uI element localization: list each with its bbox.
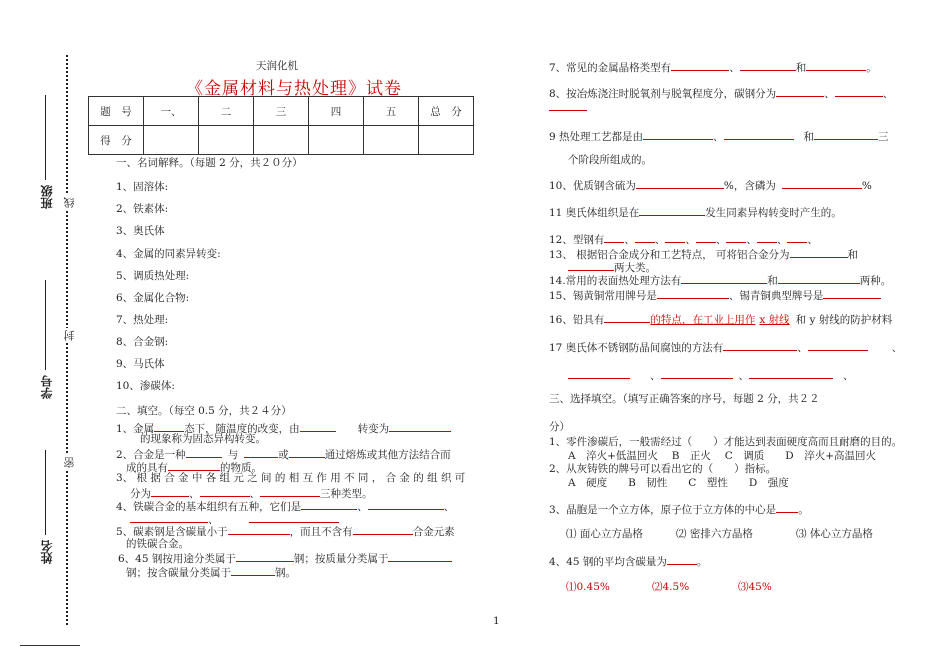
q2-text: 通过熔炼或其他方法结合而 bbox=[324, 449, 451, 461]
q2-text: 或 bbox=[278, 449, 289, 461]
blank[interactable] bbox=[635, 232, 655, 243]
q17-text: 、 bbox=[738, 370, 749, 382]
q14-text: 和 bbox=[767, 275, 778, 287]
q16-text: x 射线 bbox=[759, 314, 790, 326]
blank[interactable] bbox=[639, 205, 705, 216]
q11-text: 11 奥氏体组织是在 bbox=[549, 207, 640, 219]
q8-text: 、 bbox=[882, 88, 894, 100]
choice-q3-option[interactable]: ⑶ 体心立方晶格 bbox=[796, 528, 873, 540]
section1-item: 6、金属化合物: bbox=[116, 292, 190, 304]
q3-text: 、 bbox=[249, 488, 260, 500]
q7-text: 和 bbox=[795, 62, 807, 74]
fill-q17-cont bbox=[568, 368, 854, 383]
blank[interactable] bbox=[723, 340, 797, 351]
blank[interactable] bbox=[389, 421, 451, 432]
blank[interactable] bbox=[636, 178, 724, 189]
q15-text: 15、锡黄铜常用牌号是 bbox=[549, 290, 657, 302]
choice-q4-option[interactable]: ⑴0.45% bbox=[566, 581, 610, 593]
q3-text: 。 bbox=[798, 504, 809, 516]
blank[interactable] bbox=[186, 447, 222, 458]
q1-text: 1、金属 bbox=[116, 423, 155, 435]
score-table-header-row bbox=[89, 97, 474, 126]
blank[interactable] bbox=[568, 260, 614, 271]
fill-q3: 3、 根 据 合 金 中 各 组 元 之 间 的 相 互 作 用 不 同 ， 合 金 的 组 织 可 bbox=[116, 472, 466, 484]
blank[interactable] bbox=[388, 551, 452, 562]
section2-heading: 二、填空。（每空 0.5 分，共２４分） bbox=[116, 405, 292, 417]
score-cell[interactable] bbox=[364, 126, 419, 155]
blank[interactable] bbox=[726, 232, 746, 243]
q9-text: 三 bbox=[878, 131, 889, 143]
blank[interactable] bbox=[790, 247, 848, 258]
q7-text: 。 bbox=[866, 62, 877, 74]
q12-text: 、 bbox=[776, 234, 788, 246]
q12-text: 12、型钢有 bbox=[549, 234, 605, 246]
page-number: 1 bbox=[493, 615, 500, 627]
section1-item: 10、渗碳体: bbox=[116, 380, 175, 392]
section1-item: 3、奥氏体 bbox=[116, 225, 165, 237]
score-table-score-row bbox=[89, 126, 474, 155]
choice-q4 bbox=[549, 554, 707, 569]
binding-mark-secret: 密 bbox=[63, 457, 76, 468]
q9-text: 和 bbox=[803, 131, 815, 143]
fill-q6 bbox=[118, 551, 452, 566]
section1-item: 8、合金钢: bbox=[116, 336, 169, 348]
score-header-cell: 总 分 bbox=[419, 97, 474, 126]
blank[interactable] bbox=[667, 554, 697, 565]
blank[interactable] bbox=[665, 232, 685, 243]
q1-text: 转变为 bbox=[357, 423, 390, 435]
choice-q4-option[interactable]: ⑶45% bbox=[738, 581, 772, 593]
q8-text: 、 bbox=[824, 88, 835, 100]
binding-mark-line: 线 bbox=[63, 197, 76, 208]
class-field-line bbox=[45, 95, 46, 180]
q6-text: 钢；按质量分类属于 bbox=[293, 553, 389, 565]
fill-q16 bbox=[549, 312, 892, 327]
section3-heading: 三、选择填空。（填写正确答案的序号，每题 2 分，共２２ bbox=[549, 393, 820, 405]
q7-text: 、 bbox=[729, 62, 740, 74]
blank[interactable] bbox=[696, 232, 716, 243]
q12-text: 、 bbox=[654, 234, 666, 246]
footer-rule bbox=[20, 645, 80, 646]
choice-q1: 1、零件渗碳后，一般需经过（ ）才能达到表面硬度高而且耐磨的目的。 bbox=[549, 436, 903, 448]
section3-heading-cont: 分） bbox=[549, 421, 570, 433]
blank[interactable] bbox=[835, 86, 883, 97]
blank[interactable] bbox=[244, 447, 278, 458]
score-cell[interactable] bbox=[254, 126, 309, 155]
blank[interactable] bbox=[776, 502, 798, 513]
fill-q5 bbox=[116, 524, 455, 539]
blank[interactable] bbox=[643, 129, 713, 140]
blank[interactable] bbox=[823, 288, 881, 299]
blank[interactable] bbox=[168, 460, 220, 471]
score-header-cell: 题 号 bbox=[89, 97, 144, 126]
blank[interactable] bbox=[657, 288, 729, 299]
fill-q17 bbox=[549, 340, 902, 355]
q17-text: 17 奥氏体不锈钢防晶间腐蚀的方法有 bbox=[549, 342, 724, 354]
q1-text: 态下，随温度的改变，由 bbox=[184, 423, 300, 435]
section1-item: 5、调质热处理: bbox=[116, 270, 190, 282]
score-header-cell: 五 bbox=[364, 97, 419, 126]
q10-text: % bbox=[861, 180, 872, 192]
section1-item: 4、金属的同素异转变: bbox=[116, 248, 221, 260]
school-name: 天润化机 bbox=[256, 60, 298, 72]
choice-q2-options: A 硬度 B 韧性 C 塑性 D 强度 bbox=[568, 477, 789, 489]
q2-text: 2、合金是一种 bbox=[116, 449, 186, 461]
blank[interactable] bbox=[814, 129, 878, 140]
score-cell[interactable] bbox=[144, 126, 199, 155]
q11-text: 发生同素异构转变时产生的。 bbox=[705, 207, 842, 219]
q15-text: 、锡青铜典型牌号是 bbox=[728, 290, 824, 302]
q12-text: 、 bbox=[746, 234, 757, 246]
student-id-label: 学号 bbox=[40, 375, 54, 399]
blank[interactable] bbox=[604, 232, 624, 243]
q12-text: 、 bbox=[807, 234, 818, 246]
blank[interactable] bbox=[151, 486, 189, 497]
score-cell[interactable] bbox=[419, 126, 474, 155]
score-cell[interactable] bbox=[309, 126, 364, 155]
q12-text: 、 bbox=[685, 234, 696, 246]
fill-q6-cont bbox=[126, 565, 296, 580]
blank[interactable] bbox=[200, 486, 250, 497]
fill-q14 bbox=[549, 273, 891, 288]
q14-text: 两种。 bbox=[859, 275, 892, 287]
q17-text: 、 bbox=[650, 370, 661, 382]
q12-text: 、 bbox=[715, 234, 727, 246]
blank[interactable] bbox=[249, 512, 339, 523]
student-id-field-line bbox=[45, 280, 46, 370]
blank[interactable] bbox=[740, 60, 796, 71]
blank[interactable] bbox=[549, 110, 587, 111]
q9-text: 、 bbox=[713, 131, 724, 143]
blank[interactable] bbox=[681, 273, 767, 284]
q14-text: 14.常用的表面热处理方法有 bbox=[549, 275, 682, 287]
blank[interactable] bbox=[231, 565, 275, 576]
q4-text: 4、铁碳合金的基本组织有五种，它们是 bbox=[116, 501, 302, 513]
choice-q3-option[interactable]: ⑵ 密排六方晶格 bbox=[676, 528, 753, 540]
class-label: 班级 bbox=[40, 185, 54, 209]
q13-text: 两大类。 bbox=[614, 262, 656, 274]
q6-text: 6、45 钢按用途分类属于 bbox=[118, 553, 236, 565]
q2-text: 的物质。 bbox=[220, 462, 262, 474]
q2-text: 成的具有 bbox=[126, 462, 168, 474]
q10-text: %，含磷为 bbox=[723, 180, 776, 192]
blank[interactable] bbox=[806, 60, 866, 71]
fill-q11 bbox=[549, 205, 842, 220]
q4-text: 4、45 钢的平均含碳量为 bbox=[549, 556, 667, 568]
q3-text: 三种类型。 bbox=[320, 488, 373, 500]
blank[interactable] bbox=[604, 312, 650, 323]
exam-title: 《金属材料与热处理》试卷 bbox=[186, 79, 402, 99]
q4-text: 、 bbox=[357, 501, 368, 513]
q7-text: 7、常见的金属晶格类型有 bbox=[549, 62, 672, 74]
section1-item: 7、热处理: bbox=[116, 314, 169, 326]
blank[interactable] bbox=[301, 499, 357, 510]
fill-q15 bbox=[549, 288, 881, 303]
choice-q3 bbox=[549, 502, 809, 517]
fill-q8 bbox=[549, 86, 893, 101]
blank[interactable] bbox=[228, 524, 290, 535]
q3-text: 分为 bbox=[130, 488, 151, 500]
q4-text: 、 bbox=[208, 514, 219, 526]
q6-text: 钢。 bbox=[275, 567, 296, 579]
blank[interactable] bbox=[782, 178, 862, 189]
q3-text: 3、晶胞是一个立方体，原子位于立方体的中心是 bbox=[549, 504, 777, 516]
blank[interactable] bbox=[568, 368, 630, 379]
blank[interactable] bbox=[724, 129, 794, 140]
choice-q3-option[interactable]: ⑴ 面心立方晶格 bbox=[566, 528, 643, 540]
q5-text: 5、碳素钢是含碳量小于 bbox=[116, 526, 228, 538]
score-cell[interactable] bbox=[199, 126, 254, 155]
score-header-cell: 一、 bbox=[144, 97, 199, 126]
score-header-cell: 三 bbox=[254, 97, 309, 126]
score-header-cell: 二 bbox=[199, 97, 254, 126]
blank[interactable] bbox=[749, 368, 833, 379]
score-row-label: 得 分 bbox=[89, 126, 144, 155]
blank[interactable] bbox=[661, 368, 733, 379]
score-table bbox=[88, 96, 474, 155]
q13-text: 和 bbox=[847, 249, 859, 261]
q12-text: 、 bbox=[624, 234, 635, 246]
fill-q12 bbox=[549, 232, 818, 247]
q6-text: 钢；按含碳量分类属于 bbox=[126, 567, 231, 579]
q10-text: 10、优质钢含硫为 bbox=[549, 180, 636, 192]
blank[interactable] bbox=[300, 421, 336, 432]
blank[interactable] bbox=[808, 340, 868, 351]
fill-q1-cont: 的现象称为固态异构转变。 bbox=[140, 433, 266, 445]
score-header-cell: 四 bbox=[309, 97, 364, 126]
blank[interactable] bbox=[289, 447, 325, 458]
blank[interactable] bbox=[776, 86, 824, 97]
q3-text: 、 bbox=[189, 488, 200, 500]
fill-q9-cont: 个阶段所组成的。 bbox=[568, 154, 652, 166]
section1-item: 2、铁素体: bbox=[116, 203, 169, 215]
section1-item: 1、固溶体: bbox=[116, 181, 169, 193]
blank[interactable] bbox=[778, 273, 860, 284]
q4-text: 。 bbox=[696, 556, 708, 568]
blank[interactable] bbox=[260, 486, 320, 497]
q17-text: 、 bbox=[843, 370, 854, 382]
name-label: 姓名 bbox=[40, 540, 54, 564]
fill-q7 bbox=[549, 60, 877, 75]
q16-text: 的特点，在工业上用作 bbox=[650, 314, 756, 326]
blank[interactable] bbox=[368, 499, 444, 510]
blank[interactable] bbox=[236, 551, 294, 562]
name-field-line bbox=[45, 450, 46, 535]
q17-text: 、 bbox=[891, 342, 903, 354]
q5-text: 合金元素 bbox=[412, 526, 455, 538]
blank[interactable] bbox=[130, 512, 208, 523]
q9-text: 9 热处理工艺都是由 bbox=[549, 131, 644, 143]
choice-q1-options: A 淬火+低温回火 B 正火 C 调质 D 淬火+高温回火 bbox=[568, 450, 877, 462]
blank[interactable] bbox=[757, 232, 777, 243]
q8-text: 8、按冶炼浇注时脱氧剂与脱氧程度分，碳钢分为 bbox=[549, 88, 777, 100]
section1-item: 9、马氏体 bbox=[116, 358, 165, 370]
blank[interactable] bbox=[671, 60, 729, 71]
q16-text: 16、铅具有 bbox=[549, 314, 605, 326]
choice-q2: 2、从灰铸铁的牌号可以看出它的（ ）指标。 bbox=[549, 463, 777, 475]
fill-q9 bbox=[549, 129, 889, 144]
blank[interactable] bbox=[353, 524, 413, 535]
q4-text: 、 bbox=[443, 501, 455, 513]
blank[interactable] bbox=[787, 232, 807, 243]
q13-text: 13、 根据铝合金成分和工艺特点， 可将铝合金分为 bbox=[549, 249, 790, 261]
fill-q10 bbox=[549, 178, 872, 193]
binding-mark-seal: 封 bbox=[63, 330, 76, 341]
binding-margin bbox=[0, 0, 80, 671]
q16-text: 和 y 射线的防护材料 bbox=[795, 314, 893, 326]
fill-q5-cont: 的铁碳合金。 bbox=[126, 538, 189, 550]
blank[interactable] bbox=[154, 421, 184, 432]
q5-text: ，而且不含有 bbox=[289, 526, 353, 538]
q2-text: 与 bbox=[227, 449, 239, 461]
q17-text: 、 bbox=[797, 342, 808, 354]
choice-q4-option[interactable]: ⑵4.5% bbox=[652, 581, 690, 593]
section1-heading: 一、名词解释。（每题 2 分，共２０分） bbox=[116, 157, 303, 169]
